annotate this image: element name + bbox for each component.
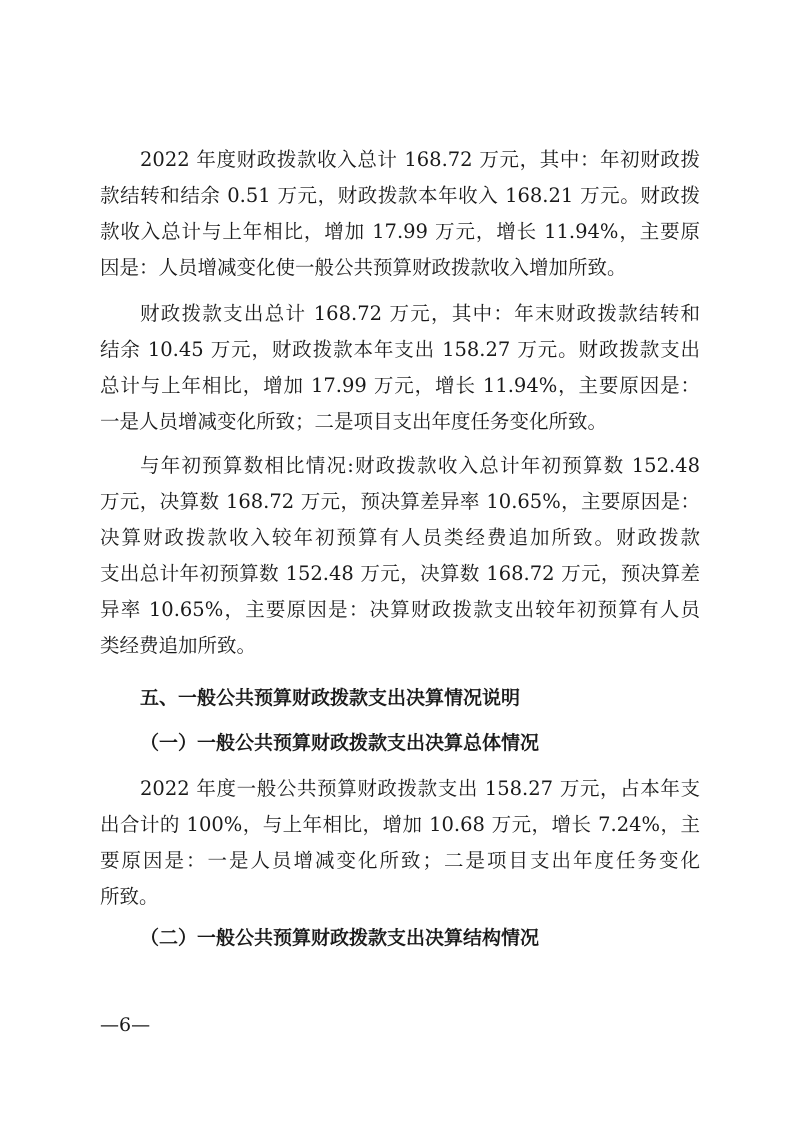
- subsection-heading-structure: （二）一般公共预算财政拨款支出决算结构情况: [140, 927, 540, 949]
- paragraph-line: 款收入总计与上年相比，增加 17.99 万元，增长 11.94%，主要原: [100, 220, 700, 243]
- paragraph-line: 2022 年度一般公共预算财政拨款支出 158.27 万元，占本年支: [140, 777, 700, 800]
- paragraph-line: 一是人员增减变化所致；二是项目支出年度任务变化所致。: [100, 410, 608, 433]
- paragraph-line: 与年初预算数相比情况:财政拨款收入总计年初预算数 152.48: [140, 454, 700, 477]
- section-heading: 五、一般公共预算财政拨款支出决算情况说明: [140, 687, 521, 709]
- paragraph-financial-expenditure: [100, 296, 700, 440]
- paragraph-budget-comparison: [100, 448, 700, 664]
- paragraph-line: 决算财政拨款收入较年初预算有人员类经费追加所致。财政拨款: [100, 526, 700, 549]
- paragraph-line: 万元，决算数 168.72 万元，预决算差异率 10.65%，主要原因是：: [100, 490, 700, 513]
- paragraph-line: 款结转和结余 0.51 万元，财政拨款本年收入 168.21 万元。财政拨: [100, 184, 700, 207]
- paragraph-general-budget-expenditure: [100, 771, 700, 915]
- paragraph-line: 2022 年度财政拨款收入总计 168.72 万元，其中：年初财政拨: [140, 148, 700, 171]
- paragraph-line: 出合计的 100%，与上年相比，增加 10.68 万元，增长 7.24%，主: [100, 813, 700, 836]
- paragraph-line: 所致。: [100, 885, 159, 908]
- page-number: —6—: [100, 1014, 151, 1036]
- paragraph-line: 异率 10.65%，主要原因是：决算财政拨款支出较年初预算有人员: [100, 598, 700, 621]
- paragraph-financial-revenue: [100, 142, 700, 286]
- paragraph-line: 支出总计年初预算数 152.48 万元，决算数 168.72 万元，预决算差: [100, 562, 700, 585]
- paragraph-line: 结余 10.45 万元，财政拨款本年支出 158.27 万元。财政拨款支出: [100, 338, 700, 361]
- paragraph-line: 因是：人员增减变化使一般公共预算财政拨款收入增加所致。: [100, 256, 627, 279]
- subsection-heading-overall: （一）一般公共预算财政拨款支出决算总体情况: [140, 732, 540, 754]
- paragraph-line: 类经费追加所致。: [100, 634, 257, 657]
- paragraph-line: 财政拨款支出总计 168.72 万元，其中：年末财政拨款结转和: [140, 302, 700, 325]
- paragraph-line: 总计与上年相比，增加 17.99 万元，增长 11.94%，主要原因是：: [100, 374, 700, 397]
- paragraph-line: 要原因是：一是人员增减变化所致；二是项目支出年度任务变化: [100, 849, 700, 872]
